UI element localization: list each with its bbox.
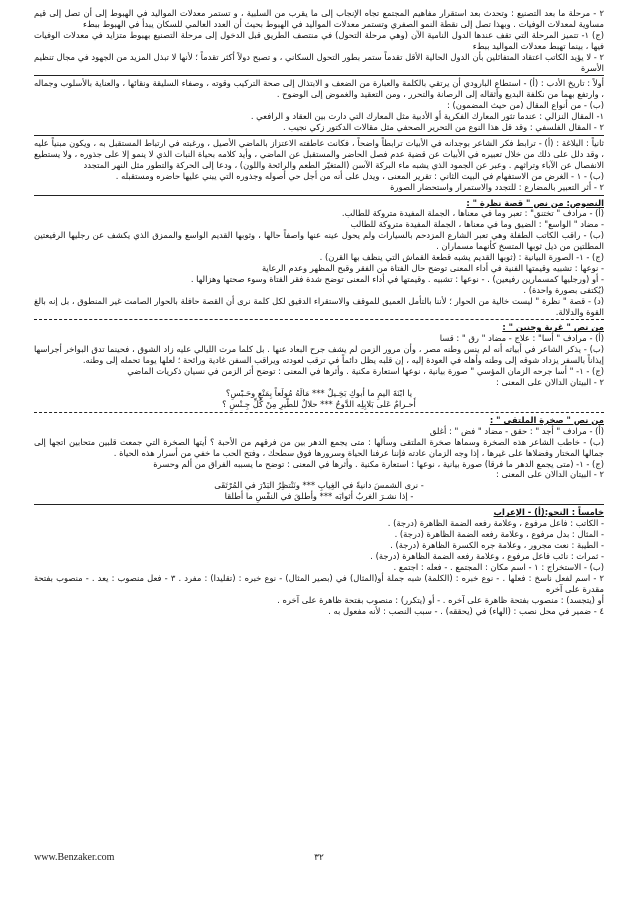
paragraph: (ج) ١- تتميز المرحلة التي تقف عندها الدول النامية الآن (وهي مرحلة التحول) في منتصف الطريق قبل الدخول إلى مرحلة التصنيع بهبوط متزايد في معدلات الوفيات فيها ، بينما تهبط معدلات المواليد ببطء — [34, 29, 604, 51]
paragraph: ٢ - البيتان الدالان على المعنى : — [495, 469, 604, 480]
rhetoric-answer: ثانياً : البلاغة : (أ) - ترابط فكر الشاعر بوجدانه في الأبيات ترابطاً واضحاً ، فكانت عاطفته الاعتزاز بالماضي الأصيل ، ورغبته في ارتباط المستقبل به ، ويكون مبنياً عليه ، وقد دلل على ذلك من خلال تعبيره في الأبيات عن قضية عدم فصل الحاضر والمستقبل عن الماضي ، وأيد كلامه بحياة النبات الذي لا ينمو إلا على جذوره ، ولا يستطيع الانفصال عن الآباء وتراثهم . وعبر عن الجمود الذي يشبه ماء البركة الآسن (المتغيّر الطعم والرائحة واللون) ، ودعا إلى الحركة والتطور مثل النهر المتجدد — [34, 137, 604, 170]
paragraph: - ثمرات : نائب فاعل مرفوع ، وعلامة رفعه الضمة الظاهرة (درجة) . — [370, 550, 604, 561]
verse-line: - نرى الشمسَ دانيةً في الغِيابِ *** ونَنْتظِرُ البَدْرَ في المُرْتَقَى — [214, 480, 424, 491]
section-title: من نص " صخرة الملتقى " : — [489, 414, 604, 425]
literature-history-answer: أولاً : تاريخ الأدب : (أ) - استطاع البارودي أن يرتقي بالكلمة والعبارة من الضعف و الابتذال إلى صحة التركيب وقوته ، وصفاء السليقة ونقائها ، والعناية بالأسلوب وجماله ، وارتفع بهما من نكلفة البديع وأثقاله إلى الرصانة والتحرر ، ومن التعقيد والغموض إلى الوضوح . — [34, 78, 604, 100]
paragraph: (أ) - مرادف " أجد " : حقق - مضاد " فض " : أغلق — [429, 425, 604, 436]
verse-line: - إذا نشـرَ الغربُ أثوابَه *** وأطلقَ في النفْسِ ما أطلقا — [224, 491, 414, 502]
paragraph: - الكاتب : فاعل مرفوع ، وعلامة رفعه الضمة الظاهرة (درجة) . — [387, 518, 604, 529]
divider — [34, 504, 604, 505]
paragraph: أو (يتجسد) : منصوب بفتحة ظاهرة على آخره . - أو (يتكرر) : منصوب بفتحة ظاهرة على آخره . — [277, 594, 604, 605]
paragraph: (ب) - راقب الكاتب الطفلة وهي تعبر الشارع المزدحم بالسيارات ولم يحول عينه عنها واصفاً حالها ، وثوبها القديم الواسع والممزق الذي يكشف عن رجليها الرفيعتين المطلتين من ذيل ثوبها المتسخ كأنهما مسماران . — [34, 230, 604, 252]
paragraph: - مضاد " الواسع" : الضيق وما في معناها ، الجملة المفيدة متروكة للطالب — [350, 219, 604, 230]
paragraph: - المثال : بدل مرفوع ، وعلامة رفعه الضمة الظاهرة (درجة) . — [394, 529, 604, 540]
website-url[interactable]: www.Benzaker.com — [34, 852, 115, 863]
paragraph: (أ) - مرادف " أسا" : علاج - مضاد " رق " : قسا — [439, 333, 604, 344]
verse-line: يا ابْنَةَ اليمِ ما أبوكِ بَخِـيلٌ *** مَالَهُ مُولَعاً بِمَنْعٍ وحَـبْسِ؟ — [225, 387, 413, 398]
paragraph: (ب) - ١ - الغرض من الاستفهام في البيت الثاني : تقرير المعنى ، ويدل على أنه من أجل حي أصوله وجذوره التي يبني عليها حاضره ومستقبله . — [115, 170, 604, 181]
paragraph: ٢ - اسم لفعل ناسخ : فعلها . - نوع خبره : (الكلمة) شبه جملة أو(المثال) في (بصير المثال) - نوع خبره : (تقليدا) : مفرد . ٣ - فعل منصوب : يعد . - منصوب بفتحة مقدرة على آخره — [34, 572, 604, 594]
paragraph: ٢ - مرحلة ما بعد التصنيع : وتحدث بعد استقرار مفاهيم المجتمع تجاه الإنجاب إلى ما يقرب من السلبية ، و تستمر معدلات المواليد في الهبوط إلى أن تصل إلى قيم مساوية لمعدلات الوفيات . وبهذا تصل إلى نقطة النمو الصفري وتستمر معدلات المواليد في الهبوط بحيث أن العدد العالمي للسكان يبدأ في الهبوط ببطء — [34, 8, 604, 29]
paragraph: - أو (ورجليها كمسمارين رفيعين) . - نوعها : تشبيه . وقيمتها في أداء المعنى توضح شدة فقر الفتاة وسوء صحتها وهزالها . — [190, 273, 604, 284]
section-title: من نص " غربة وحنين " : — [502, 322, 604, 333]
paragraph: ٢ - البيتان الدالان على المعنى : — [495, 377, 604, 387]
paragraph: (ج) - ١- " أسا جرحه الزمان المؤسي " صورة بيانية ، نوعها استعارة مكنية . وأثرها في المعنى : توضح أثر الزمن في نسيان ذكريات الماضي — [127, 366, 604, 377]
paragraph: ٢ - أثر التعبير بالمضارع : للتجدد والاستمرار واستحضار الصورة — [390, 181, 604, 192]
verse-line: أَحـرامٌ عَلى بَلابِلِه الدَّوحُ *** حلالٌ للطّيرِ مِنْ كُلِّ جِـنْسِ ؟ — [222, 398, 416, 409]
paragraph: (د) - قصة " نظرة " ليست خالية من الحوار ؛ لأننا بالتأمل العميق للموقف والاستقراء الدقيق لكل كلمة نرى أن القصة حافلة بالحوار الصامت غير المنطوق ، بل إنه بالغ القوة والدلالة. — [34, 295, 604, 317]
divider — [34, 195, 604, 196]
divider — [34, 75, 604, 76]
section-title: النصوص: من نص " قصة نظرة " : — [466, 197, 604, 208]
paragraph: (ب) - خاطب الشاعر هذه الصخرة وسماها صخرة الملتقى وسألها : متى يجمع الدهر بين من فرقهم من الأحبة ؟ أيتها الصخرة التي جمعت قلبين متحابين اتجها إلى جمالها المختار وفضلاها على غيرها ، إذا وجه الزمان عادته فإننا عرفنا الحياة وسرورها فوق سطحك ، وفتح الحب ما خفي من أسرار هذه الحياة . — [34, 436, 604, 458]
divider — [34, 135, 604, 136]
paragraph: (ج) - ١- الصورة البيانية : (ثوبها القديم يشبه قطعة القماش التي ينظف بها القرن) . — [319, 252, 604, 263]
paragraph: (أ) - مرادف " تختنق" : تعبر وما في معناها ، الجملة المفيدة متروكة للطالب. — [341, 208, 604, 219]
section-title: خامساً : النحو:(أ) - الإعراب — [493, 507, 604, 518]
paragraph: (ج) - ١- (متى يجمع الدهر ما فرقا) صورة بيانية ، نوعها : استعارة مكنية . وأثرها في المعنى : توضح ما يسببه الفراق من ألم وحسرة — [153, 458, 604, 469]
page-number: ٣٢ — [314, 853, 324, 863]
paragraph: (يُكتفى بصورة واحدة) . — [523, 284, 604, 295]
paragraph: ٢ - لا يؤيد الكاتب اعتقاد المتفائلين بأن الدول الحالية الأقل تقدماً ستمر بطور التحول السكاني ، و تصبح دولاً أكثر تقدماً ؛ لأنها لا تبذل المزيد من الجهود في مجال تنظيم الأسرة — [34, 51, 604, 73]
paragraph: (ب) - يذكر الشاعر في أبياته أنه لم ينس وطنه مصر ، وأن مرور الزمن لم يشف جرح البعاد عنها . بل كلما مرت الليالي عليه زاد الشوق ، فحينما تدق البواخر أجراسها إيذاناً بالسفر يزداد شوقه إلى وطنه وأهله في العودة إليه ، إن قلبه يظل دائماً في ترقب لعودته ويراقب السفن غادية ورائحة ؛ لعلها يوما تحمله إلى وطنه. — [34, 344, 604, 366]
divider — [34, 412, 604, 413]
document-body — [34, 8, 604, 616]
paragraph: - نوعها : تشبيه وقيمتها الفنية في أداء المعنى توضح حال الفتاة من الفقر وقبح المظهر وعدم الرعاية — [261, 262, 604, 273]
divider — [34, 319, 604, 320]
paragraph: ٢ - المقال الفلسفي : وقد قل هذا النوع من التحرير الصحفي مثل مقالات الدكتور زكي نجيب . — [282, 122, 604, 133]
paragraph: - الطيبة : نعت مجرور ، وعلامة جره الكسرة الظاهرة (درجة) . — [390, 540, 604, 551]
paragraph: ١- المقال النزالي : عندما تثور المعارك الفكرية أو الأدبية مثل المعارك التي دارت بين العقاد و الرافعي . — [250, 111, 604, 122]
paragraph: (ب) - من أنواع المقال (من حيث المضمون) : — [447, 100, 604, 111]
paragraph: (ب) - الاستخراج : ١ - اسم مكان : المجتمع . - فعله : اجتمع . — [393, 561, 604, 572]
footer — [34, 849, 604, 863]
paragraph: ٤ - ضمير في محل نصب : (الهاء) في (يحققه) . - سبب النصب : لأنه مفعول به . — [328, 605, 604, 616]
